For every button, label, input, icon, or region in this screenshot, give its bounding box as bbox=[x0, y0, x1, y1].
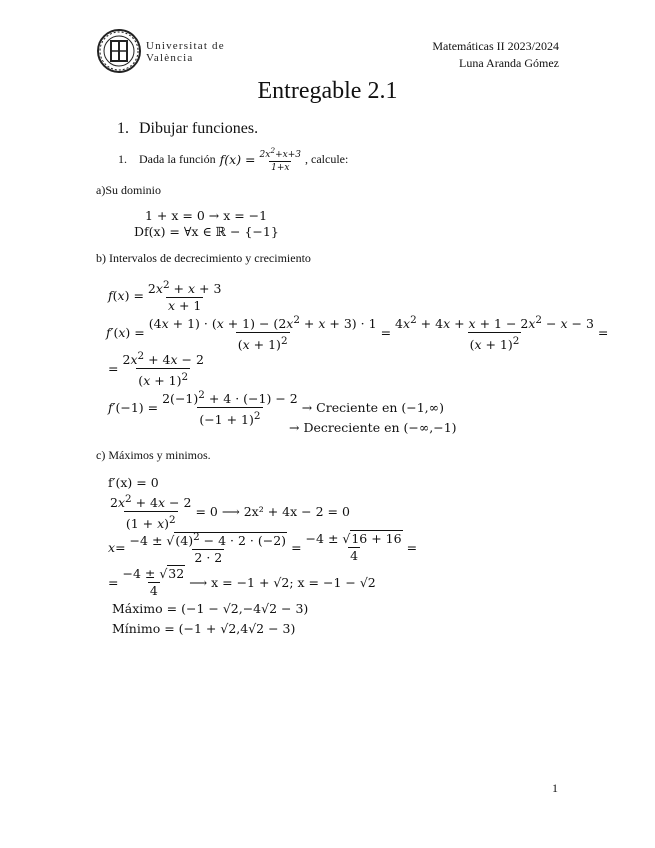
part-a-line-1: 1 + x = 0 → x = −1 bbox=[145, 208, 268, 223]
b-decreciente: → Decreciente en (−∞,−1) bbox=[289, 420, 457, 435]
part-c-label: c) Máximos y minimos. bbox=[96, 448, 211, 462]
c-minimo: Mínimo = (−1 + √2,4√2 − 3) bbox=[112, 621, 296, 636]
c-line-1: f′(x) = 0 bbox=[108, 475, 159, 490]
problem-suffix: , calcule: bbox=[305, 152, 349, 166]
university-name: Universitat de València bbox=[146, 40, 225, 64]
part-b-label: b) Intervalos de decrecimiento y crecimiento bbox=[96, 251, 311, 265]
part-a-label: a)Su dominio bbox=[96, 183, 161, 197]
c-quadratic-formula: x = $\frac{-4 \pm √(4)^2 - 4 \cdot 2 \cdot (-2)}{2 \cdot 2}$ = $\frac{-4 \pm √16 + 16}{4}$ = bbox=[108, 531, 418, 566]
problem-number: 1. bbox=[118, 152, 127, 166]
c-maximo: Máximo = (−1 − √2,−4√2 − 3) bbox=[112, 601, 309, 616]
university-seal-icon bbox=[96, 28, 142, 74]
c-solutions-text: ⟶ x = −1 + √2; x = −1 − √2 bbox=[189, 575, 376, 590]
c-line-2-tail: = 0 ⟶ 2x² + 4x − 2 = 0 bbox=[195, 504, 350, 520]
section-title: Dibujar funciones. bbox=[139, 120, 259, 137]
problem-statement bbox=[118, 146, 348, 173]
section-number: 1. bbox=[117, 120, 129, 137]
author-name: Luna Aranda Gómez bbox=[459, 56, 559, 70]
b-fx-equation: f ( x ) = $\frac{2x^2 + x + 3}{x + 1}$ bbox=[108, 279, 222, 314]
b-derivative-simplified: = $\frac{2x^2 + 4x - 2}{(x + 1)^2}$ bbox=[108, 350, 204, 389]
course-label: Matemáticas II 2023/2024 bbox=[432, 39, 559, 53]
b-derivative-equation: f′ ( x ) = $\frac{(4x + 1) \cdot (x + 1) - (2x^2 + x + 3) \cdot 1}{(x + 1)^2}$ = $\frac{4x^2 + 4x + x + 1 - 2x^2 - x - 3}{(x + 1)^2}$ = bbox=[106, 314, 609, 353]
problem-intro: Dada la función bbox=[139, 152, 216, 166]
b-derivative-at-minus-one: f′ (−1) = $\frac{2(-1)^2 + 4 \cdot (-1) - 2}{(-1 + 1)^2}$ → Creciente en (−1,∞) bbox=[108, 389, 444, 428]
page-number: 1 bbox=[552, 781, 558, 795]
b-creciente: → Creciente en (−1,∞) bbox=[301, 400, 444, 416]
university-logo bbox=[96, 28, 226, 78]
c-line-2: $\frac{2x^2 + 4x - 2}{(1 + x)^2}$ = 0 ⟶ 2x² + 4x − 2 = 0 bbox=[110, 493, 350, 532]
section-heading bbox=[117, 120, 258, 138]
problem-function: f(x) = $\frac{2x^2+x+3}{1+x}$ bbox=[219, 146, 302, 173]
page-title: Entregable 2.1 bbox=[257, 78, 398, 104]
part-a-line-2: Df(x) = ∀x ∈ ℝ − {−1} bbox=[134, 224, 279, 239]
c-solutions: = $\frac{-4 \pm √32}{4}$ ⟶ x = −1 + √2; x = −1 − √2 bbox=[108, 566, 376, 598]
